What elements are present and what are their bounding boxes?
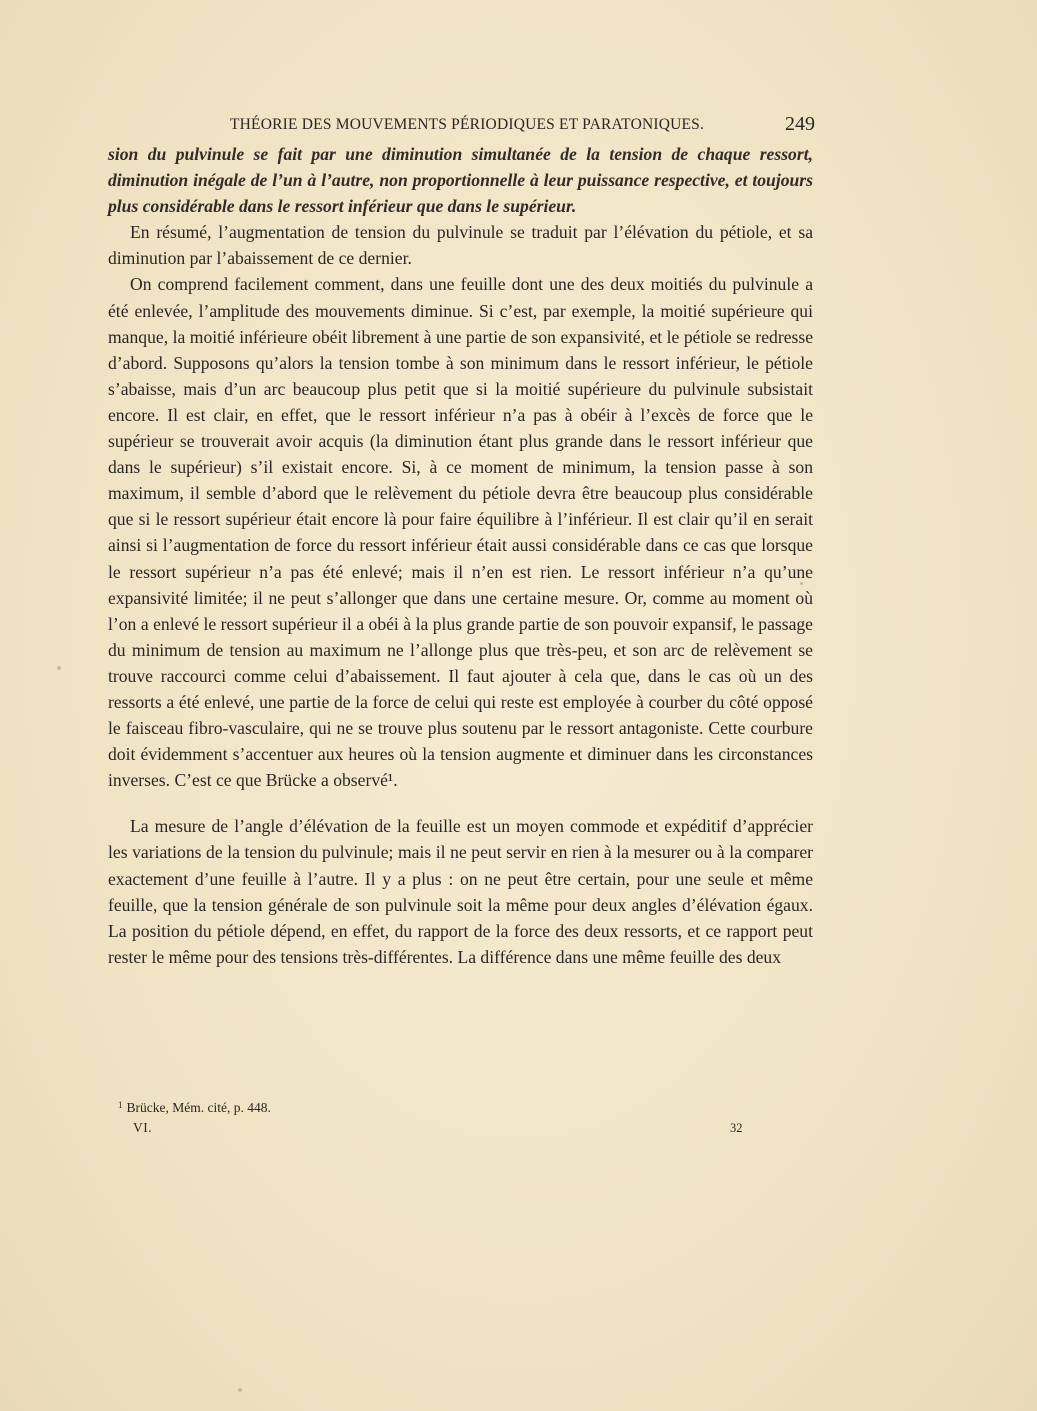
paragraph-continuation: sion du pulvinule se fait par une diminution simultanée de la tension de chaque ressort, diminution inégale de l’un à l’autre, non proportionnelle à leur puissance respective, et toujours plus considérable dans le ressort inférieur que dans le supérieur. [108, 144, 813, 217]
body-text [108, 141, 813, 970]
signature-mark: VI. [133, 1120, 153, 1135]
page-number: 249 [785, 113, 815, 135]
paragraph: On comprend facilement comment, dans une feuille dont une des deux moitiés du pulvinule a été enlevée, l’amplitude des mouvements diminue. Si c’est, par exemple, la moitié supérieure qui manque, la moitié inférieure obéit librement à une partie de son expansivité, et le pétiole se redresse d’abord. Supposons qu’alors la tension tombe à son minimum dans le ressort inférieur, le pétiole s’abaisse, mais d’un arc beaucoup plus petit que si la moitié supérieure du pulvinule subsistait encore. Il est clair, en effet, que le ressort inférieur n’a pas à obéir à l’excès de force que le supérieur se trouverait avoir acquis (la diminution étant plus grande dans le ressort inférieur que dans le supérieur) s’il existait encore. Si, à ce moment de minimum, la tension passe à son maximum, il semble d’abord que le relèvement du pétiole devra être beaucoup plus considérable que si le ressort supérieur était encore là pour faire équilibre à l’inférieur. Il est clair qu’il en serait ainsi si l’augmentation de force du ressort inférieur était aussi considérable dans ce cas que lorsque le ressort supérieur n’a pas été enlevé; mais il n’en est rien. Le ressort inférieur n’a qu’une expansivité limitée; il ne peut s’allonger que dans une certaine mesure. Or, comme au moment où l’on a enlevé le ressort supérieur il a obéi à la plus grande partie de son pouvoir expansif, le passage du minimum de tension au maximum ne l’allonge plus que très-peu, et son arc de relèvement se trouve raccourci comme celui d’abaissement. Il faut ajouter à cela que, dans le cas où un des ressorts a été enlevé, une partie de la force de celui qui reste est employée à courber du côté opposé le faisceau fibro-vasculaire, qui ne se trouve plus soutenu par le ressort antagoniste. Cette courbure doit évidemment s’accentuer aux heures où la tension augmente et diminuer dans les circonstances inverses. C’est ce que Brücke a observé¹. [108, 274, 813, 791]
running-title: THÉORIE DES MOUVEMENTS PÉRIODIQUES ET PARATONIQUES. [230, 116, 705, 133]
sheet-number: 32 [730, 1121, 743, 1135]
paper-speck [800, 582, 803, 585]
footnote [118, 1096, 518, 1117]
paragraph: La mesure de l’angle d’élévation de la feuille est un moyen commode et expéditif d’apprécier les variations de la tension du pulvinule; mais il ne peut servir en rien à la mesurer ou à la comparer exactement d’une feuille à l’autre. Il y a plus : on ne peut être certain, pour une seule et même feuille, que la tension générale de son pulvinule soit la même pour deux angles d’élévation égaux. La position du pétiole dépend, en effet, du rapport de la force des deux ressorts, et ce rapport peut rester le même pour des tensions très-différentes. La différence dans une même feuille des deux [108, 816, 813, 967]
running-head [108, 113, 815, 138]
paper-speck [238, 1388, 242, 1392]
footnote-marker: 1 [118, 1100, 123, 1110]
paragraph: En résumé, l’augmentation de tension du pulvinule se traduit par l’élévation du pétiole, et sa diminution par l’abaissement de ce dernier. [108, 222, 813, 269]
paper-speck [57, 666, 61, 670]
footnote-text: Brücke, Mém. cité, p. 448. [126, 1100, 271, 1115]
